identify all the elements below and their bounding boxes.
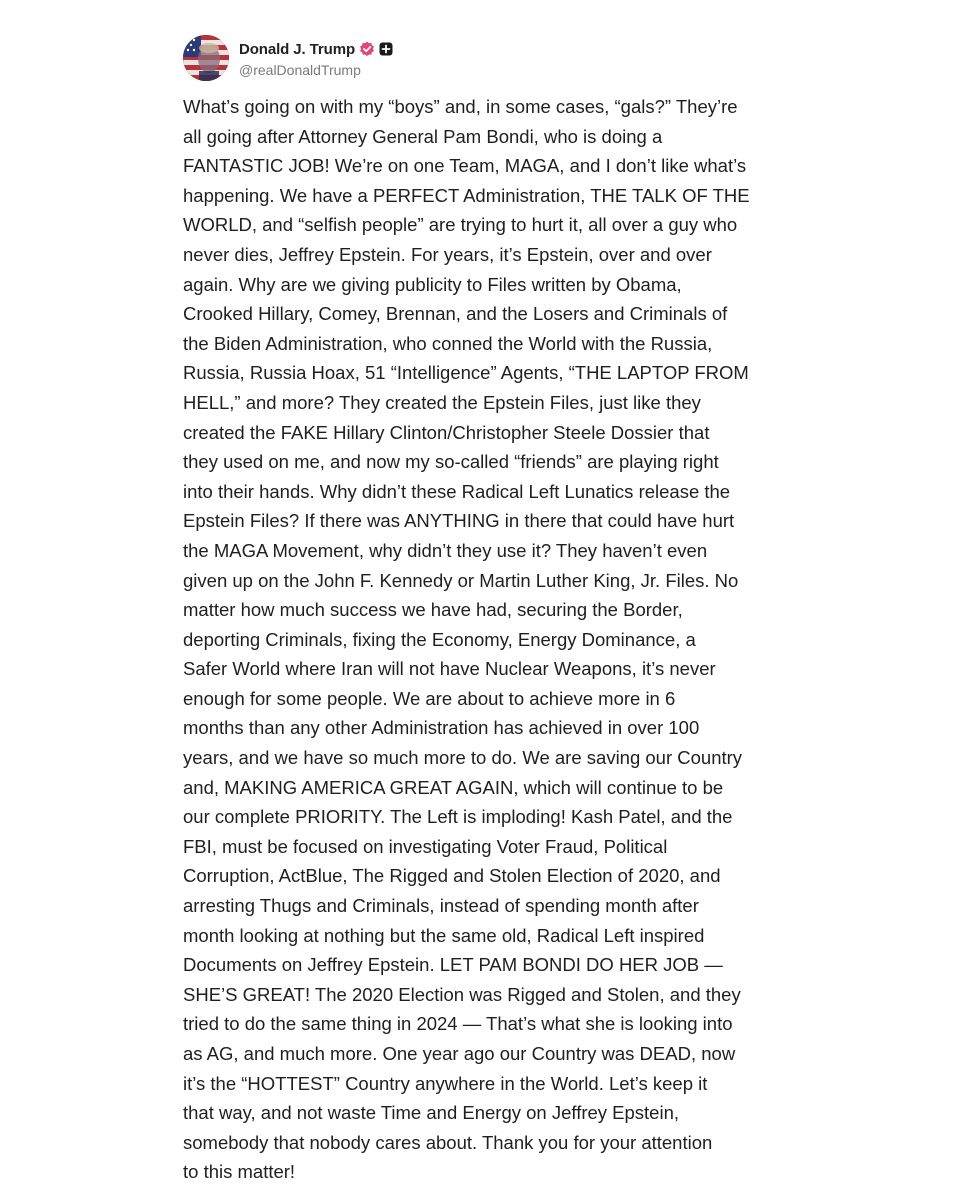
post-body-line: Crooked Hillary, Comey, Brennan, and the Losers and Criminals of: [183, 303, 728, 325]
plus-badge-icon: [379, 42, 393, 56]
post-body-line: into their hands. Why didn’t these Radical Left Lunatics release the: [183, 480, 731, 502]
post-body-line: again. Why are we giving publicity to Files written by Obama,: [183, 273, 682, 295]
post-body-line: our complete PRIORITY. The Left is imploding! Kash Patel, and the: [183, 806, 733, 828]
post-body-line: that way, and not waste Time and Energy on Jeffrey Epstein,: [183, 1102, 680, 1124]
post-body-line: months than any other Administration has achieved in over 100: [183, 717, 700, 739]
verified-badge-icon: [359, 41, 375, 57]
post-body-line: to this matter!: [183, 1161, 296, 1183]
post-body-line: the MAGA Movement, why didn’t they use it? They haven’t even: [183, 539, 708, 561]
post-body: [183, 92, 803, 1187]
post-body-line: given up on the John F. Kennedy or Martin Luther King, Jr. Files. No: [183, 569, 739, 591]
post-body-line: happening. We have a PERFECT Administration, THE TALK OF THE: [183, 184, 750, 206]
author-info: [239, 38, 393, 78]
author-display-name[interactable]: Donald J. Trump: [239, 40, 356, 58]
post-body-line: as AG, and much more. One year ago our Country was DEAD, now: [183, 1043, 736, 1064]
post-body-line: FBI, must be focused on investigating Voter Fraud, Political: [183, 835, 668, 857]
post-body-line: arresting Thugs and Criminals, instead of spending month after: [183, 895, 699, 917]
author-handle[interactable]: @realDonaldTrump: [239, 62, 361, 78]
post-body-line: years, and we have so much more to do. We are saving our Country: [183, 747, 743, 769]
post-body-line: deporting Criminals, fixing the Economy, Energy Dominance, a: [183, 628, 696, 650]
post-body-line: never dies, Jeffrey Epstein. For years, it’s Epstein, over and over: [183, 243, 712, 265]
post-body-line: Documents on Jeffrey Epstein. LET PAM BONDI DO HER JOB —: [183, 954, 723, 976]
post-header: [183, 32, 803, 84]
post-body-line: WORLD, and “selfish people” are trying to hurt it, all over a guy who: [183, 214, 738, 236]
post-body-line: FANTASTIC JOB! We’re on one Team, MAGA, and I don’t like what’s: [183, 155, 747, 177]
post-body-line: all going after Attorney General Pam Bondi, who is doing a: [183, 125, 663, 147]
post-body-line: month looking at nothing but the same old, Radical Left inspired: [183, 924, 705, 946]
post-body-line: What’s going on with my “boys” and, in some cases, “gals?” They’re: [183, 96, 738, 117]
post-card: [183, 32, 803, 1187]
post-body-line: and, MAKING AMERICA GREAT AGAIN, which will continue to be: [183, 776, 724, 798]
post-body-line: tried to do the same thing in 2024 — That’s what she is looking into: [183, 1013, 733, 1035]
flag-portrait-avatar-icon: [183, 35, 229, 81]
post-body-line: Russia, Russia Hoax, 51 “Intelligence” Agents, “THE LAPTOP FROM: [183, 362, 749, 384]
post-body-line: the Biden Administration, who conned the World with the Russia,: [183, 332, 713, 354]
post-body-line: Epstein Files? If there was ANYTHING in there that could have hurt: [183, 510, 735, 532]
avatar[interactable]: [183, 35, 229, 81]
post-body-line: they used on me, and now my so-called “friends” are playing right: [183, 451, 719, 473]
post-body-line: matter how much success we have had, securing the Border,: [183, 599, 683, 621]
post-body-line: somebody that nobody cares about. Thank you for your attention: [183, 1131, 713, 1153]
post-body-line: HELL,” and more? They created the Epstein Files, just like they: [183, 391, 701, 413]
post-body-line: enough for some people. We are about to achieve more in 6: [183, 687, 676, 709]
post-body-line: SHE’S GREAT! The 2020 Election was Rigged and Stolen, and they: [183, 983, 741, 1005]
post-body-line: Safer World where Iran will not have Nuclear Weapons, it’s never: [183, 658, 716, 680]
author-name-row: [239, 38, 393, 60]
post-body-line: Corruption, ActBlue, The Rigged and Stolen Election of 2020, and: [183, 865, 721, 887]
post-body-line: created the FAKE Hillary Clinton/Christopher Steele Dossier that: [183, 421, 710, 443]
post-body-line: it’s the “HOTTEST” Country anywhere in the World. Let’s keep it: [183, 1072, 708, 1094]
